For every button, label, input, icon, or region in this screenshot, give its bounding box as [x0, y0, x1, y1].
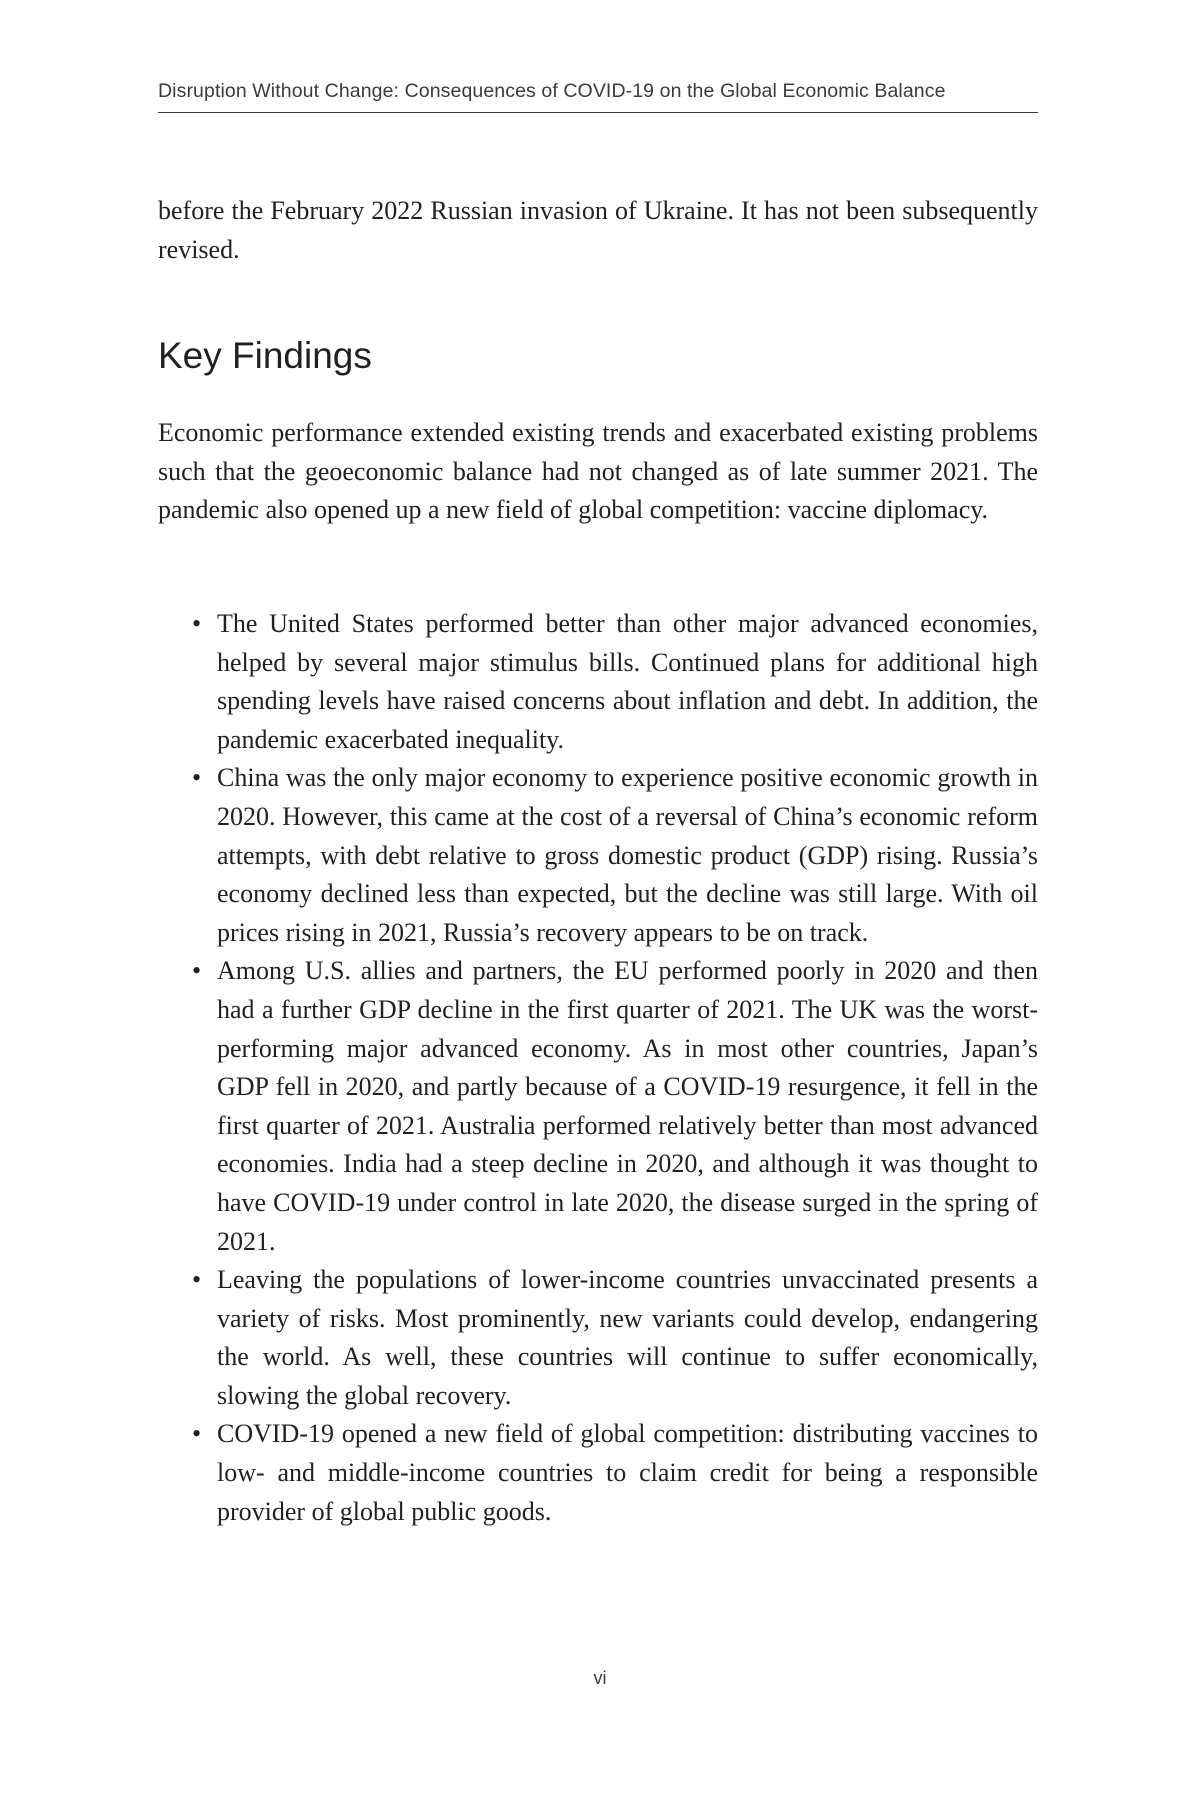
finding-item — [158, 952, 1038, 1261]
bullet-icon: • — [192, 1419, 202, 1449]
header-rule — [158, 112, 1038, 113]
section-heading: Key Findings — [158, 335, 372, 376]
page-number: vi — [593, 1668, 607, 1688]
finding-text: Among U.S. allies and partners, the EU performed poorly in 2020 and then had a further GDP decline in the first quarter of 2021. The UK was the worst-performing major advanced economy. As in most other countries, Japan’s GDP fell in 2020, and partly because of a COVID-19 resurgence, it fell in the first quarter of 2021. Australia performed relatively better than most advanced economies. India had a steep decline in 2020, and although it was thought to have COVID-19 under control in late 2020, the disease surged in the spring of 2021. — [217, 956, 1038, 1256]
finding-text: China was the only major economy to experience positive economic growth in 2020. However, this came at the cost of a reversal of China’s economic reform attempts, with debt relative to gross domestic product (GDP) rising. Russia’s economy declined less than expected, but the decline was still large. With oil prices rising in 2021, Russia’s recovery appears to be on track. — [217, 763, 1038, 947]
finding-item — [158, 1415, 1038, 1531]
bullet-icon: • — [192, 1265, 202, 1295]
finding-text: The United States performed better than other major advanced economies, helped by several major stimulus bills. Continued plans for additional high spending levels have raised concerns about inflation and debt. In addition, the pandemic exacerbated inequality. — [217, 609, 1038, 754]
finding-item — [158, 605, 1038, 759]
finding-text: Leaving the populations of lower-income countries unvaccinated presents a variety of risks. Most prominently, new variants could develop, endangering the world. As well, these countries will continue to suffer economically, slowing the global recovery. — [217, 1265, 1038, 1410]
continued-paragraph: before the February 2022 Russian invasion of Ukraine. It has not been subsequently revised. — [158, 196, 1038, 264]
key-findings-list — [158, 605, 1038, 1531]
bullet-icon: • — [192, 609, 202, 638]
bullet-icon: • — [192, 763, 202, 793]
intro-paragraph: Economic performance extended existing trends and exacerbated existing problems such that the geoeconomic balance had not changed as of late summer 2021. The pandemic also opened up a new field of global competition: vaccine diplomacy. — [158, 418, 1038, 525]
running-head: Disruption Without Change: Consequences of COVID-19 on the Global Economic Balance — [158, 80, 946, 102]
finding-item — [158, 1261, 1038, 1415]
finding-text: COVID-19 opened a new field of global competition: distributing vaccines to low- and middle-income countries to claim credit for being a responsible provider of global public goods. — [217, 1419, 1038, 1526]
finding-item — [158, 759, 1038, 952]
bullet-icon: • — [192, 956, 202, 986]
